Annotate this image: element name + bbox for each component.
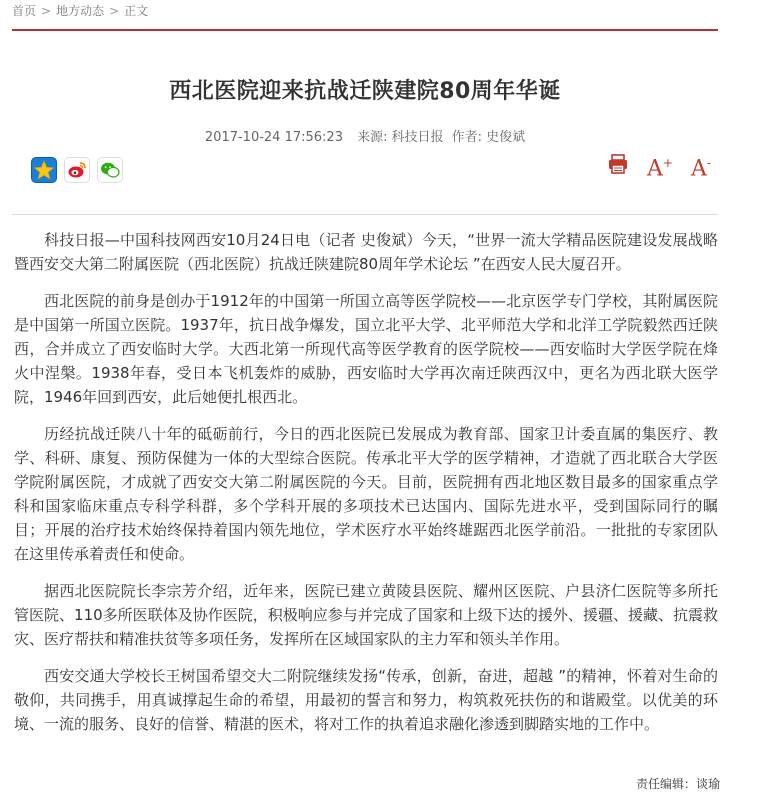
weibo-icon[interactable] — [64, 157, 90, 183]
article-author: 史俊斌 — [486, 130, 526, 145]
editor-name: 谈瑜 — [695, 777, 720, 791]
article-source: 科技日报 — [391, 130, 444, 145]
wechat-icon[interactable] — [97, 157, 123, 183]
breadcrumb-current: 正文 — [124, 4, 149, 18]
article-title: 西北医院迎来抗战迁陕建院80周年华诞 — [169, 79, 561, 104]
print-icon[interactable] — [607, 153, 629, 179]
content-divider — [12, 214, 718, 215]
author-label: 作者: — [451, 130, 483, 145]
article-editor — [636, 775, 720, 792]
article-meta — [12, 126, 718, 145]
article-tools — [607, 151, 711, 181]
breadcrumb-home[interactable]: 首页 — [12, 4, 37, 18]
font-increase-icon[interactable]: A+ — [647, 156, 673, 182]
article-paragraph: 科技日报—中国科技网西安10月24日电（记者 史俊斌）今天，“世界一流大学精品医院建设发展战略暨西安交大第二附属医院（西北医院）抗战迁陕建院80周年学术论坛 ”在西安人民大厦召开。 — [14, 231, 718, 273]
article-paragraph: 历经抗战迁陕八十年的砥砺前行，今日的西北医院已发展成为教育部、国家卫计委直属的集医疗、教学、科研、康复、预防保健为一体的大型综合医院。传承北平大学的医学精神，才造就了西北联合大学医学院附属医院，才成就了西安交大第二附属医院的今天。目前，医院拥有西北地区数目最多的国家重点学科和国家临床重点专科学科群，多个学科开展的多项技术已达国内、国际先进水平，受到国际同行的瞩目；开展的治疗技术始终保持着国内领先地位，学术医疗水平始终雄踞西北医学前沿。一批批的专家团队在这里传承着责任和使命。 — [14, 425, 718, 563]
qzone-icon[interactable] — [31, 157, 57, 183]
breadcrumb — [12, 2, 148, 19]
article-paragraph: 据西北医院院长李宗芳介绍，近年来，医院已建立黄陵县医院、耀州区医院、户县济仁医院等多所托管医院、110多所医联体及协作医院，积极响应参与并完成了国家和上级下达的援外、援疆、援藏、抗震救灾、医疗帮扶和精准扶贫等多项任务，发挥所在区域国家队的主力军和领头羊作用。 — [14, 582, 718, 648]
font-decrease-icon[interactable]: A- — [690, 156, 711, 182]
article-datetime: 2017-10-24 17:56:23 — [204, 130, 343, 145]
font-increase-label: A — [647, 156, 663, 182]
source-label: 来源: — [357, 130, 388, 145]
share-bar — [31, 157, 123, 183]
article-paragraph: 西北医院的前身是创办于1912年的中国第一所国立高等医学院校——北京医学专门学校，其附属医院是中国第一所国立医院。1937年，抗日战争爆发，国立北平大学、北平师范大学和北洋工学院毅然西迁陕西，合并成立了西安临时大学。大西北第一所现代高等医学教育的医学院校——西安临时大学医学院在烽火中涅槃。1938年春，受日本飞机轰炸的威胁，西安临时大学再次南迁陕西汉中，更名为西北联大医学院，1946年回到西安，此后她便扎根西北。 — [14, 292, 718, 406]
header-divider — [12, 29, 718, 31]
article-paragraph: 西安交通大学校长王树国希望交大二附院继续发扬“传承，创新，奋进，超越 ”的精神，怀着对生命的敬仰，共同携手，用真诚撑起生命的希望，用最初的誓言和努力，构筑救死扶伤的和谐殿堂。以优美的环境、一流的服务、良好的信誉、精湛的医术，将对工作的执着追求融化渗透到脚踏实地的工作中。 — [14, 667, 718, 733]
font-decrease-label: A — [690, 156, 707, 182]
article-body — [14, 228, 718, 749]
breadcrumb-separator: > — [109, 4, 120, 18]
breadcrumb-section[interactable]: 地方动态 — [56, 4, 105, 18]
breadcrumb-separator: > — [41, 4, 52, 18]
editor-label: 责任编辑： — [635, 777, 696, 791]
